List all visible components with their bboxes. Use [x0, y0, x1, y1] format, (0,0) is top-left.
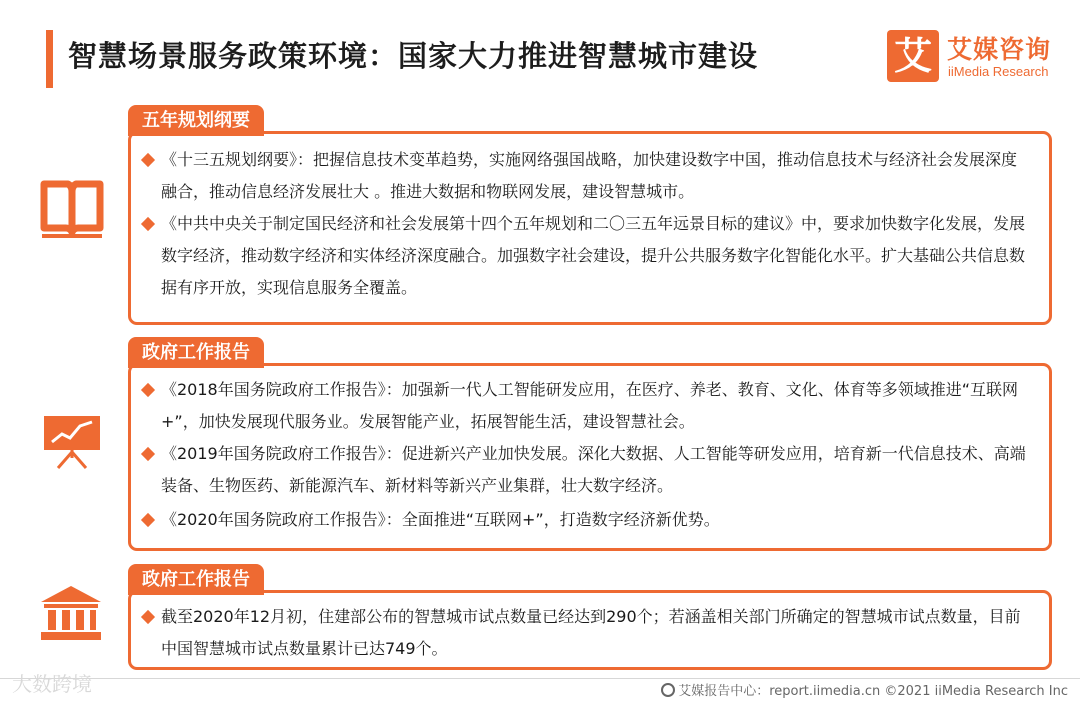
- list-item: 《2020年国务院政府工作报告》：全面推进“互联网+”，打造数字经济新优势。: [161, 504, 1029, 536]
- section-tab: 五年规划纲要: [128, 105, 264, 136]
- section-box: [128, 363, 1052, 551]
- page-title: 智慧场景服务政策环境：国家大力推进智慧城市建设: [68, 39, 759, 73]
- section-box: [128, 131, 1052, 325]
- footer-divider: [0, 678, 1080, 679]
- section-five-year-plan: [128, 105, 1052, 325]
- presentation-chart-icon: [40, 412, 104, 470]
- open-book-icon: [40, 178, 104, 240]
- logo-name-en: iiMedia Research: [948, 64, 1049, 79]
- list-item: 《2018年国务院政府工作报告》：加强新一代人工智能研发应用，在医疗、养老、教育、文化、体育等多领域推进“互联网+”，加快发展现代服务业。发展智能产业，拓展智能生活，建设智慧社会。: [161, 374, 1029, 438]
- section-box: [128, 590, 1052, 670]
- diamond-bullet-icon: [141, 383, 155, 397]
- footer-source: 艾媒报告中心：report.iimedia.cn ©2021 iiMedia Research Inc: [661, 680, 1068, 699]
- logo-mark: 艾: [887, 30, 939, 82]
- list-item: 《十三五规划纲要》：把握信息技术变革趋势，实施网络强国战略，加快建设数字中国，推动信息技术与经济社会发展深度融合，推动信息经济发展壮大 。推进大数据和物联网发展，建设智慧城市。: [161, 144, 1029, 208]
- title-accent-bar: [46, 30, 53, 88]
- section-gov-report-1: [128, 337, 1052, 551]
- iimedia-logo: [887, 30, 1067, 84]
- list-item: 《2019年国务院政府工作报告》：促进新兴产业加快发展。深化大数据、人工智能等研发应用，培育新一代信息技术、高端装备、生物医药、新能源汽车、新材料等新兴产业集群，壮大数字经济。: [161, 438, 1029, 502]
- diamond-bullet-icon: [141, 610, 155, 624]
- section-tab: 政府工作报告: [128, 564, 264, 595]
- list-item: 截至2020年12月初，住建部公布的智慧城市试点数量已经达到290个；若涵盖相关部门所确定的智慧城市试点数量，目前中国智慧城市试点数量累计已达749个。: [161, 601, 1029, 665]
- section-gov-report-2: [128, 564, 1052, 670]
- diamond-bullet-icon: [141, 447, 155, 461]
- watermark: 大数跨境: [12, 672, 92, 696]
- government-building-icon: [38, 584, 104, 642]
- globe-icon: [661, 683, 675, 697]
- diamond-bullet-icon: [141, 153, 155, 167]
- logo-name-cn: 艾媒咨询: [947, 35, 1052, 64]
- list-item: 《中共中央关于制定国民经济和社会发展第十四个五年规划和二〇三五年远景目标的建议》中，要求加快数字化发展，发展数字经济，推动数字经济和实体经济深度融合。加强数字社会建设，提升公共服务数字化智能化水平。扩大基础公共信息数据有序开放，实现信息服务全覆盖。: [161, 208, 1029, 304]
- section-tab: 政府工作报告: [128, 337, 264, 368]
- diamond-bullet-icon: [141, 217, 155, 231]
- diamond-bullet-icon: [141, 513, 155, 527]
